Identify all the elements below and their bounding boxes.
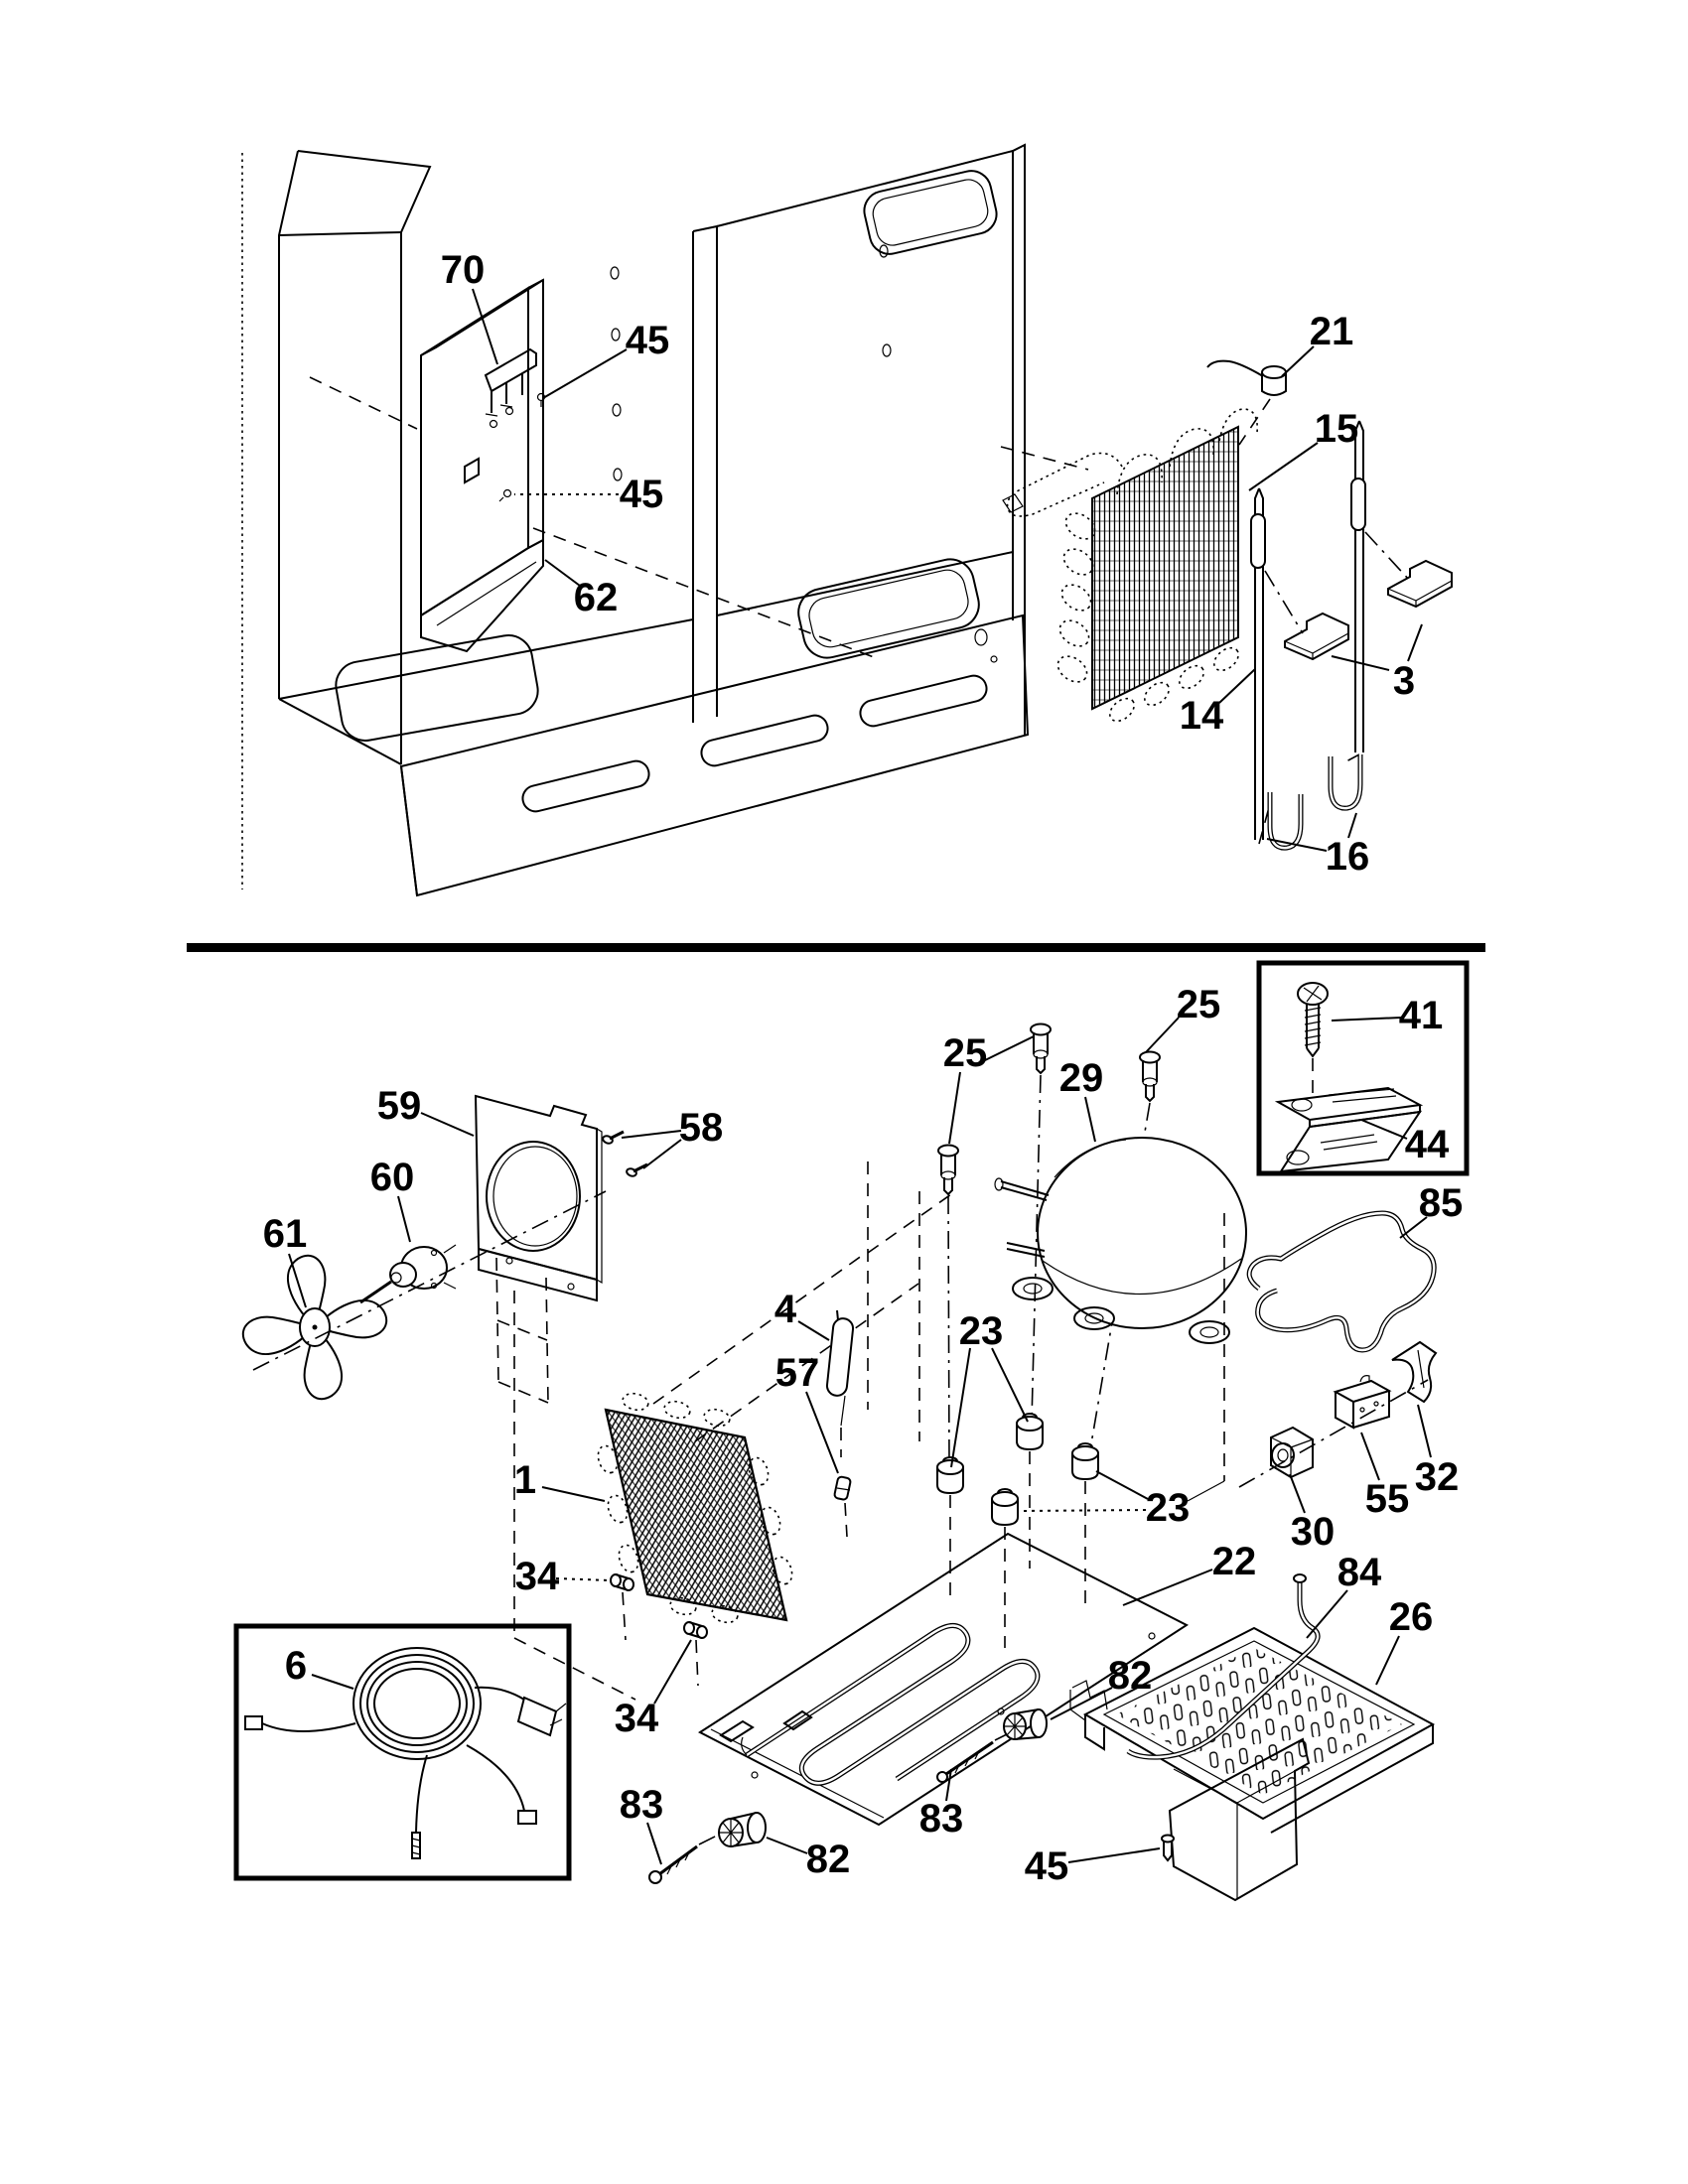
leader-line-23-23 (1096, 1471, 1148, 1499)
part-callout-32: 32 (1414, 1455, 1460, 1499)
part-callout-83: 83 (918, 1797, 964, 1841)
cabinet-outline (242, 145, 1088, 895)
mounting-brackets-3 (1285, 561, 1452, 659)
leader-line-22-29 (1123, 1570, 1212, 1605)
part-callout-21: 21 (1309, 310, 1354, 353)
leader-line-55-20 (1361, 1433, 1379, 1480)
leader-line-58-10 (622, 1131, 681, 1138)
fan-shroud-59 (476, 1096, 602, 1403)
evaporator-cover-62 (421, 280, 543, 651)
cover-screws-45 (465, 394, 545, 502)
leader-line-45-36 (1068, 1848, 1160, 1862)
part-callout-6: 6 (284, 1644, 308, 1688)
part-callout-23: 23 (1145, 1486, 1191, 1530)
leader-line-23-22 (951, 1348, 970, 1467)
part-callout-55: 55 (1364, 1477, 1410, 1521)
bracket-screw-41 (1298, 983, 1328, 1094)
part-callout-34: 34 (614, 1697, 659, 1740)
part-callout-60: 60 (369, 1156, 415, 1199)
leader-line-15-5 (1249, 443, 1318, 490)
leader-line-25-13 (983, 1036, 1034, 1061)
part-callout-83: 83 (619, 1783, 664, 1827)
part-callout-29: 29 (1058, 1056, 1104, 1100)
part-callout-34: 34 (514, 1555, 560, 1598)
leader-line-23-23 (1021, 1510, 1146, 1511)
leader-line-61-12 (289, 1254, 306, 1307)
leader-line-1-24 (542, 1487, 605, 1501)
part-callout-1: 1 (513, 1458, 537, 1502)
part-callout-25: 25 (1176, 983, 1221, 1026)
part-callout-45: 45 (625, 319, 670, 362)
part-callout-22: 22 (1211, 1540, 1257, 1583)
part-callout-82: 82 (1107, 1654, 1153, 1698)
part-callout-41: 41 (1398, 994, 1444, 1037)
relay-axis (1239, 1380, 1428, 1487)
part-callout-16: 16 (1325, 835, 1370, 879)
leader-line-34-26 (654, 1640, 691, 1704)
part-callout-25: 25 (942, 1031, 988, 1075)
mounting-bracket-44 (1278, 1088, 1420, 1171)
leader-line-41-16 (1332, 1018, 1401, 1021)
overload-switch-55 (1336, 1376, 1389, 1428)
leader-line-83-34 (647, 1823, 661, 1864)
section-divider-rule (187, 943, 1485, 952)
leader-line-84-30 (1307, 1590, 1347, 1638)
part-callout-84: 84 (1336, 1551, 1382, 1594)
part-callout-70: 70 (440, 248, 486, 292)
part-callout-45: 45 (1024, 1844, 1069, 1888)
leader-line-70-0 (473, 289, 497, 364)
part-callout-82: 82 (805, 1838, 851, 1881)
compressor-grommets-23 (937, 1414, 1098, 1648)
part-callout-23: 23 (958, 1309, 1004, 1353)
leader-line-3-6 (1332, 656, 1389, 670)
defrost-thermostat-21 (1207, 361, 1286, 445)
part-callout-61: 61 (262, 1212, 308, 1256)
part-callout-58: 58 (678, 1106, 724, 1150)
part-callout-14: 14 (1179, 694, 1224, 738)
pan-screw-45 (1162, 1836, 1174, 1861)
evaporator-coil-15 (1003, 409, 1257, 726)
part-callout-44: 44 (1404, 1123, 1450, 1166)
leader-line-4-27 (798, 1321, 829, 1340)
condenser-coil-1 (514, 1291, 795, 1700)
hose-bushings-82 (719, 1709, 1047, 1846)
part-callout-15: 15 (1314, 407, 1359, 451)
leader-line-25-14 (1146, 1018, 1179, 1052)
part-callout-26: 26 (1388, 1595, 1434, 1639)
leader-line-3-6 (1408, 624, 1422, 661)
callout-layer (263, 248, 1464, 1888)
compressor-29 (995, 1138, 1246, 1343)
start-relay-30 (1271, 1428, 1313, 1477)
part-callout-59: 59 (376, 1084, 422, 1128)
leader-line-30-21 (1290, 1474, 1305, 1513)
small-part-57 (834, 1476, 851, 1537)
leader-line-25-13 (949, 1072, 960, 1144)
terminal-cover-32 (1392, 1342, 1436, 1402)
fan-blade-61 (243, 1256, 386, 1399)
part-callout-30: 30 (1290, 1510, 1336, 1554)
leader-line-6-37 (312, 1675, 353, 1689)
leader-line-23-22 (992, 1348, 1028, 1422)
shroud-screws-58 (602, 1132, 647, 1177)
leader-line-26-31 (1376, 1636, 1399, 1685)
part-callout-3: 3 (1392, 659, 1416, 703)
leader-line-45-1 (543, 349, 627, 398)
part-callout-4: 4 (774, 1288, 797, 1331)
leader-line-57-28 (806, 1392, 838, 1473)
filter-drier-4 (826, 1310, 854, 1457)
leader-line-60-11 (398, 1196, 410, 1242)
part-callout-57: 57 (774, 1351, 820, 1395)
leader-line-34-25 (556, 1578, 610, 1580)
leader-line-82-33 (767, 1838, 807, 1853)
leader-line-59-9 (421, 1113, 474, 1136)
leader-line-58-10 (643, 1140, 681, 1168)
leader-line-14-7 (1219, 669, 1255, 703)
part-callout-85: 85 (1418, 1181, 1464, 1225)
part-callout-62: 62 (573, 576, 619, 619)
leader-line-32-19 (1418, 1405, 1431, 1457)
part-callout-45: 45 (619, 473, 664, 516)
leader-line-29-15 (1085, 1097, 1095, 1142)
